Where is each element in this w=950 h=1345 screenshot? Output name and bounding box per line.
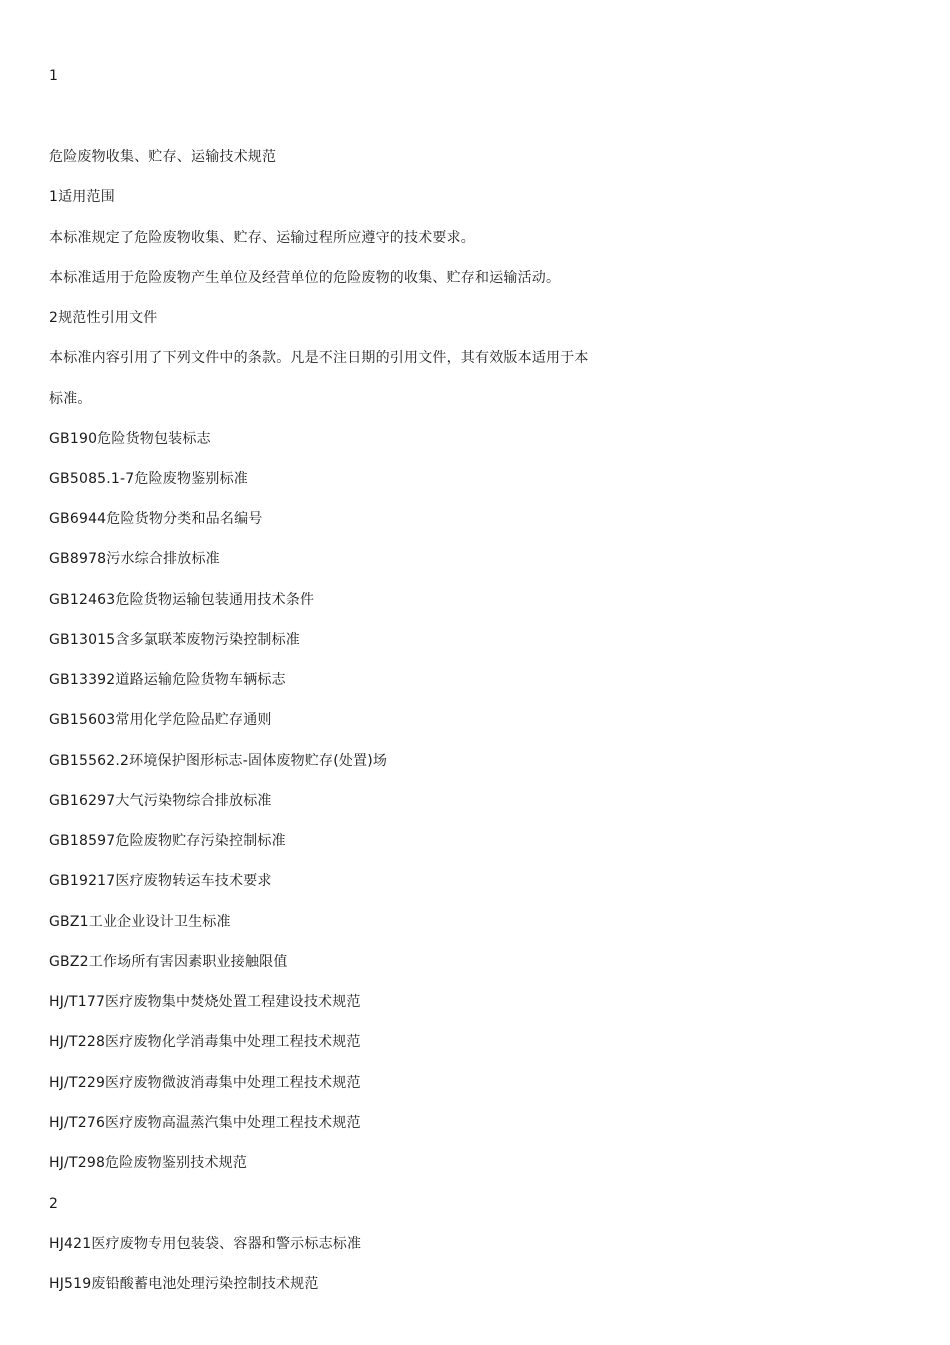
reference-item: GB6944危险货物分类和品名编号 <box>49 511 263 527</box>
reference-item: HJ519废铅酸蓄电池处理污染控制技术规范 <box>49 1276 319 1292</box>
document-title: 危险废物收集、贮存、运输技术规范 <box>49 149 277 165</box>
paragraph: 标准。 <box>49 391 92 407</box>
reference-item: GB5085.1-7危险废物鉴别标准 <box>49 471 248 487</box>
reference-item: HJ/T228医疗废物化学消毒集中处理工程技术规范 <box>49 1034 361 1050</box>
reference-item: GB8978污水综合排放标准 <box>49 551 220 567</box>
section-heading: 1适用范围 <box>49 189 115 205</box>
reference-item: GB13015含多氯联苯废物污染控制标准 <box>49 632 300 648</box>
reference-item: HJ/T276医疗废物高温蒸汽集中处理工程技术规范 <box>49 1115 361 1131</box>
reference-item: HJ/T229医疗废物微波消毒集中处理工程技术规范 <box>49 1075 361 1091</box>
section-heading: 2规范性引用文件 <box>49 310 158 326</box>
paragraph: 本标准内容引用了下列文件中的条款。凡是不注日期的引用文件，其有效版本适用于本 <box>49 350 589 366</box>
page-number: 2 <box>49 1196 59 1212</box>
reference-item: GB16297大气污染物综合排放标准 <box>49 793 272 809</box>
reference-item: GB15562.2环境保护图形标志-固体废物贮存(处置)场 <box>49 753 388 769</box>
reference-item: GB190危险货物包装标志 <box>49 431 211 447</box>
reference-item: GBZ2工作场所有害因素职业接触限值 <box>49 954 288 970</box>
reference-item: GB12463危险货物运输包装通用技术条件 <box>49 592 315 608</box>
reference-item: GBZ1工业企业设计卫生标准 <box>49 914 231 930</box>
reference-item: GB13392道路运输危险货物车辆标志 <box>49 672 286 688</box>
reference-item: HJ421医疗废物专用包装袋、容器和警示标志标准 <box>49 1236 362 1252</box>
reference-item: GB15603常用化学危险品贮存通则 <box>49 712 272 728</box>
reference-item: GB19217医疗废物转运车技术要求 <box>49 873 272 889</box>
reference-item: HJ/T298危险废物鉴别技术规范 <box>49 1155 248 1171</box>
paragraph: 本标准适用于危险废物产生单位及经营单位的危险废物的收集、贮存和运输活动。 <box>49 270 561 286</box>
page-number: 1 <box>49 68 59 84</box>
reference-item: HJ/T177医疗废物集中焚烧处置工程建设技术规范 <box>49 994 361 1010</box>
reference-item: GB18597危险废物贮存污染控制标准 <box>49 833 286 849</box>
paragraph: 本标准规定了危险废物收集、贮存、运输过程所应遵守的技术要求。 <box>49 230 475 246</box>
